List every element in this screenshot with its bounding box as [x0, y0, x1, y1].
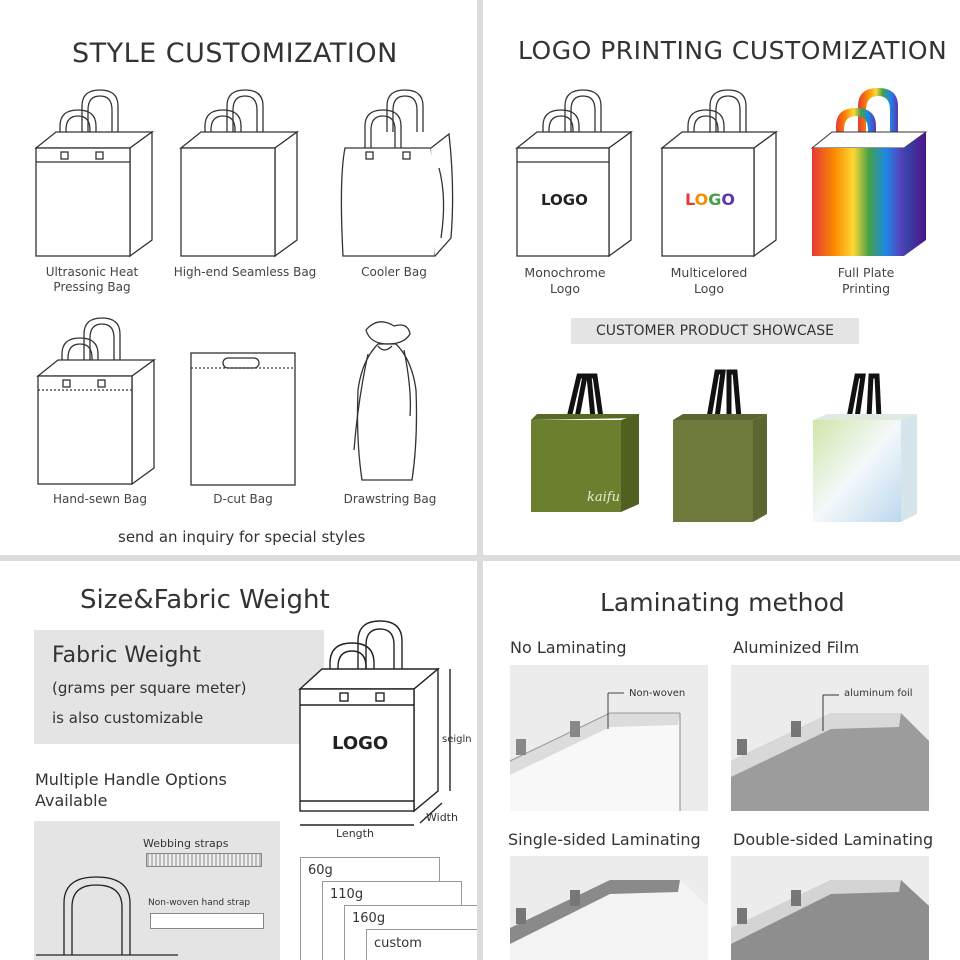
multicolored-label: Multicelored Logo: [670, 265, 748, 296]
single-sided-image: [510, 856, 708, 960]
drawstring-bag-icon: [348, 320, 428, 486]
ultrasonic-bag-icon: [30, 88, 160, 258]
logo-title: LOGO PRINTING CUSTOMIZATION: [518, 36, 948, 65]
drawstring-label: Drawstring Bag: [343, 492, 437, 506]
laminating-panel: [483, 561, 960, 960]
d-cut-bag-icon: [190, 352, 296, 486]
no-laminating-label: No Laminating: [510, 638, 627, 657]
style-title: STYLE CUSTOMIZATION: [72, 38, 398, 69]
weight-custom: custom: [374, 936, 422, 951]
rainbow-letter: G: [708, 190, 722, 209]
multicolored-logo-text: [685, 190, 735, 209]
cooler-label: Cooler Bag: [361, 265, 427, 279]
webbing-strap-sample: [146, 853, 262, 867]
double-sided-label: Double-sided Laminating: [733, 830, 934, 849]
hand-sewn-label: Hand-sewn Bag: [52, 492, 147, 506]
ultrasonic-label: Ultrasonic Heat Pressing Bag: [45, 265, 139, 294]
showcase-brand: kaifu: [587, 490, 620, 505]
showcase-olive-bag: [673, 368, 773, 526]
no-laminating-image: [510, 665, 708, 811]
showcase-title: CUSTOMER PRODUCT SHOWCASE: [571, 318, 859, 344]
width-label: Width: [426, 811, 458, 824]
dimension-bag-icon: [296, 619, 476, 839]
rainbow-letter: O: [721, 190, 735, 209]
fabric-weight-line1: (grams per square meter): [52, 679, 247, 697]
multicolored-bag-icon: [658, 88, 783, 258]
hand-sewn-bag-icon: [32, 316, 162, 486]
laminating-title: Laminating method: [600, 588, 845, 617]
aluminized-image: [731, 665, 929, 811]
logo-printing-panel: [483, 0, 960, 555]
monochrome-bag-icon: [513, 88, 638, 258]
aluminized-label: Aluminized Film: [733, 638, 860, 657]
handle-options-text: Multiple Handle Options Available: [35, 770, 227, 810]
d-cut-label: D-cut Bag: [213, 492, 273, 506]
double-sided-image: [731, 856, 929, 960]
seamless-label: High-end Seamless Bag: [173, 265, 317, 279]
rainbow-letter: L: [685, 190, 695, 209]
fabric-weight-heading: Fabric Weight: [52, 643, 201, 668]
single-sided-label: Single-sided Laminating: [508, 830, 701, 849]
rainbow-letter: O: [694, 190, 709, 209]
height-label: seigln: [442, 734, 472, 745]
monochrome-label: Monochrome Logo: [524, 265, 606, 296]
seamless-bag-icon: [175, 88, 305, 258]
length-label: Length: [336, 827, 374, 840]
full-plate-label: Full Plate Printing: [837, 265, 895, 296]
weight-110g: 110g: [330, 887, 364, 902]
showcase-gradient-bag: [813, 372, 919, 526]
full-plate-bag-icon: [808, 88, 933, 258]
aluminum-foil-note: aluminum foil: [844, 688, 913, 699]
nonwoven-strap-label: Non-woven hand strap: [148, 898, 251, 908]
cooler-bag-icon: [335, 88, 465, 258]
size-title: Size&Fabric Weight: [80, 585, 330, 615]
monochrome-logo-text: LOGO: [541, 191, 588, 209]
dimension-logo-text: LOGO: [332, 733, 389, 754]
fabric-weight-line2: is also customizable: [52, 709, 204, 727]
weight-160g: 160g: [352, 911, 386, 926]
special-styles-note: send an inquiry for special styles: [118, 528, 366, 546]
non-woven-note: Non-woven: [629, 688, 686, 699]
weight-60g: 60g: [308, 863, 333, 878]
style-customization-panel: [0, 0, 477, 555]
size-fabric-panel: [0, 561, 477, 960]
webbing-label: Webbing straps: [143, 837, 229, 850]
handle-bag-icon: [36, 873, 186, 960]
